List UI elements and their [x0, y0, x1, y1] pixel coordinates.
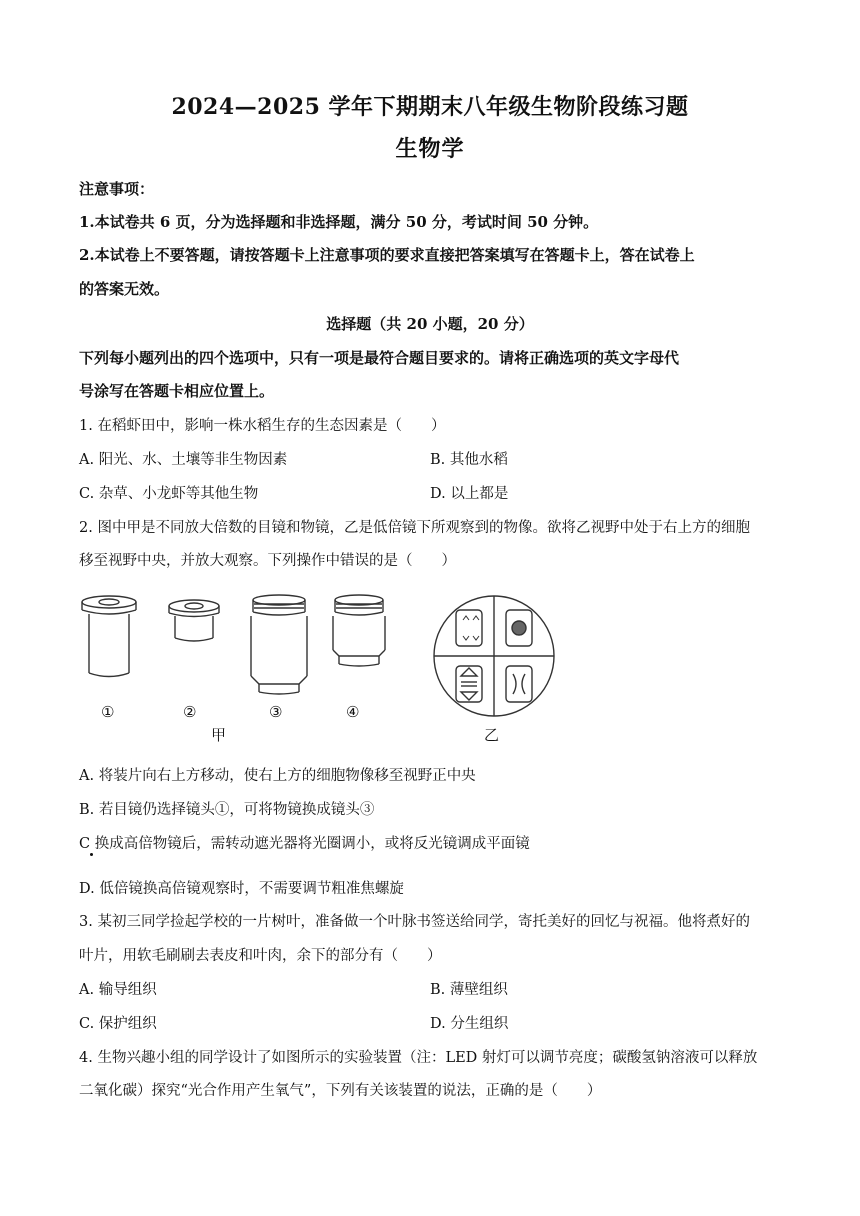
- question-2-option-a: A. 将装片向右上方移动，使右上方的细胞物像移至视野正中央: [79, 768, 476, 784]
- eyepiece-short-icon: [169, 600, 219, 641]
- microscope-lens-figure: [79, 588, 599, 748]
- notes-item-1: 1.本试卷共 6 页，分为选择题和非选择题，满分 50 分，考试时间 50 分钟。: [79, 213, 599, 231]
- lens-4-label: ④: [346, 703, 360, 721]
- question-1-option-a: A. 阳光、水、土壤等非生物因素: [79, 452, 288, 468]
- figure-yi-label: 乙: [484, 726, 500, 744]
- section-instruction-line-1: 下列每小题列出的四个选项中，只有一项是最符合题目要求的。请将正确选项的英文字母代: [79, 349, 680, 367]
- notes-item-2-line-1: 2.本试卷上不要答题，请按答题卡上注意事项的要求直接把答案填写在答题卡上，答在试卷上: [79, 246, 695, 264]
- option-c-dot: [90, 853, 93, 856]
- question-1-option-c: C. 杂草、小龙虾等其他生物: [79, 486, 259, 502]
- question-2-stem-line-1: 2. 图中甲是不同放大倍数的目镜和物镜，乙是低倍镜下所观察到的物像。欲将乙视野中处于右上方的细胞: [79, 520, 750, 536]
- eyepiece-long-icon: [82, 596, 136, 677]
- section-heading: 选择题（共 20 小题，20 分）: [326, 315, 534, 333]
- lens-3-label: ③: [269, 703, 283, 721]
- section-instruction-line-2: 号涂写在答题卡相应位置上。: [79, 382, 275, 400]
- exam-subject: 生物学: [395, 136, 465, 162]
- question-4-stem-line-1: 4. 生物兴趣小组的同学设计了如图所示的实验装置（注：LED 射灯可以调节亮度；碳酸氢钠溶液可以释放: [79, 1050, 758, 1066]
- question-2-option-b: B. 若目镜仍选择镜头①，可将物镜换成镜头③: [79, 802, 375, 818]
- notes-heading: 注意事项：: [79, 180, 155, 198]
- notes-item-2-line-2: 的答案无效。: [79, 280, 170, 298]
- question-3-stem-line-1: 3. 某初三同学捡起学校的一片树叶，准备做一个叶脉书签送给同学，寄托美好的回忆与祝福。他将煮好的: [79, 914, 750, 930]
- question-4-stem-line-2: 二氧化碳）探究“光合作用产生氧气”，下列有关该装置的说法，正确的是（ ）: [79, 1083, 602, 1099]
- question-2-stem-line-2: 移至视野中央，并放大观察。下列操作中错误的是（ ）: [79, 553, 456, 569]
- lens-2-label: ②: [183, 703, 197, 721]
- question-3-option-a: A. 输导组织: [79, 982, 157, 998]
- question-3-option-c: C. 保护组织: [79, 1016, 157, 1032]
- question-2-option-d: D. 低倍镜换高倍镜观察时，不需要调节粗准焦螺旋: [79, 881, 404, 897]
- question-1-option-d: D. 以上都是: [430, 486, 509, 502]
- lens-1-label: ①: [101, 703, 115, 721]
- figure-jia-label: 甲: [211, 726, 227, 744]
- question-1-option-b: B. 其他水稻: [430, 452, 508, 468]
- question-3-option-d: D. 分生组织: [430, 1016, 509, 1032]
- lens-diagram: [79, 588, 599, 748]
- objective-long-icon: [251, 595, 307, 694]
- question-1-stem: 1. 在稻虾田中，影响一株水稻生存的生态因素是（ ）: [79, 418, 446, 434]
- exam-title: 2024—2025 学年下期期末八年级生物阶段练习题: [171, 94, 689, 120]
- question-3-option-b: B. 薄壁组织: [430, 982, 508, 998]
- question-2-option-c: C 换成高倍物镜后，需转动遮光器将光圈调小，或将反光镜调成平面镜: [79, 836, 530, 852]
- objective-short-icon: [333, 595, 385, 666]
- question-3-stem-line-2: 叶片，用软毛刷刷去表皮和叶肉，余下的部分有（ ）: [79, 948, 442, 964]
- field-of-view-icon: [434, 596, 554, 716]
